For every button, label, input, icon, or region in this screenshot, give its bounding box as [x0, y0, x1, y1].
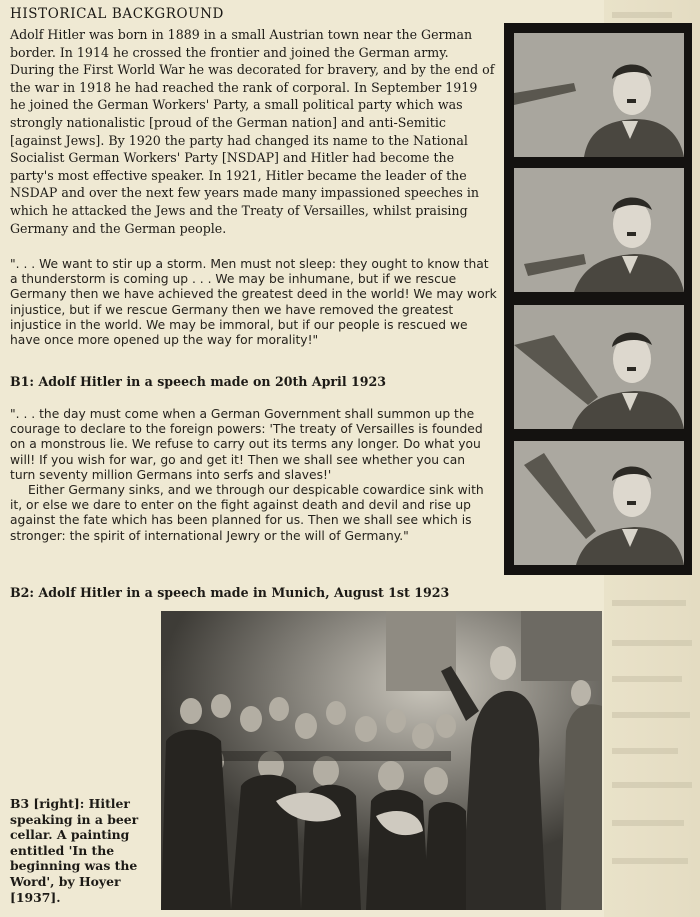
film-frame-4 — [514, 441, 684, 565]
source-b2-quote-p2: Either Germany sinks, and we through our despicable cowardice sink with it, or else we dare to enter on the fight against death and devil and rise up against the fate which has been planned for us. Then we shall see which is stronger: the spirit of international Jewry or the will of Germany." — [10, 483, 484, 543]
source-b2-quote-p1: ". . . the day must come when a German Government shall summon up the courage to declare to the foreign powers: 'The treaty of Versailles is founded on a monstrous lie. We refuse to carry out its terms any longer. Do what you will! If you wish for war, go and get it! Then we shall see whether you can turn seventy million Germans into serfs and slaves!' — [10, 407, 483, 482]
section-heading: HISTORICAL BACKGROUND — [10, 6, 224, 22]
source-b1-quote — [10, 257, 500, 348]
source-b3-caption: B3 [right]: Hitler speaking in a beer cellar. A painting entitled 'In the beginning was the Word', by Hoyer [1937]. — [10, 796, 139, 905]
source-b1-quote-text: ". . . We want to stir up a storm. Men must not sleep: they ought to know that a thunderstorm is coming up . . . We may be inhumane, but if we rescue Germany then we have achieved the greatest deed in the world! We may work injustice, but if we rescue Germany then we have removed the greatest injustice in the world. We may be immoral, but if our people is rescued we have once more opened up the way for morality!" — [10, 257, 497, 348]
film-strip-photo — [504, 23, 692, 575]
beer-cellar-painting — [161, 611, 602, 910]
film-frame-2 — [514, 168, 684, 292]
source-b2-quote — [10, 407, 490, 544]
source-b2-caption: B2: Adolf Hitler in a speech made in Munich, August 1st 1923 — [10, 585, 450, 600]
source-b1-caption: B1: Adolf Hitler in a speech made on 20th April 1923 — [10, 374, 387, 389]
intro-paragraph: Adolf Hitler was born in 1889 in a small Austrian town near the German border. In 1914 he crossed the frontier and joined the German army. During the First World War he was decorated for bravery, and by the end of the war in 1918 he had reached the rank of corporal. In September 1919 he joined the German Workers' Party, a small political party which was strongly nationalistic [proud of the German nation] and anti-Semitic [against Jews]. By 1920 the party had changed its name to the National Socialist German Workers' Party [NSDAP] and Hitler had become the party's most effective speaker. In 1921, Hitler became the leader of the NSDAP and over the next few years made many impassioned speeches in which he attacked the Jews and the Treaty of Versailles, whilst praising Germany and the German people. — [10, 27, 495, 236]
film-frame-3 — [514, 305, 684, 429]
film-frame-1 — [514, 33, 684, 157]
